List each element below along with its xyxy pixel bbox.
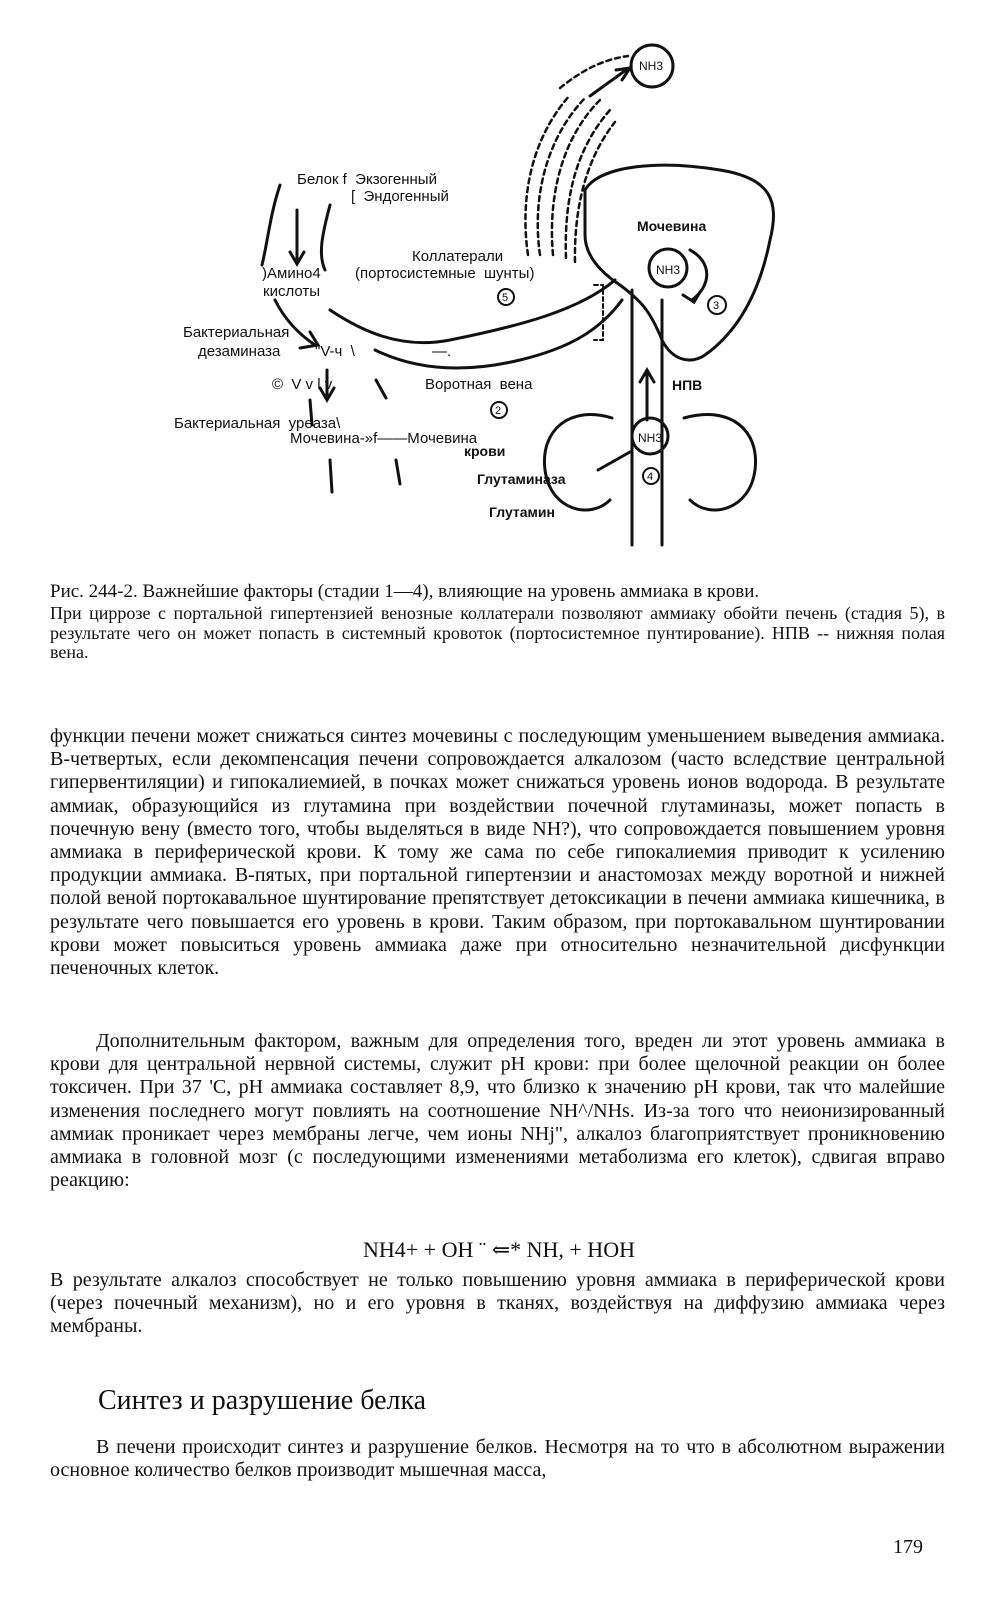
figure-caption (50, 582, 945, 663)
copy-v-label: © V v l v (272, 376, 333, 393)
mochevina-liver-label: Мочевина (637, 218, 707, 234)
left-stroke-1 (262, 185, 280, 265)
portal-vein-lower (375, 300, 622, 368)
kisloty-label: кислоты (263, 283, 321, 300)
section-heading: Синтез и разрушение белка (98, 1385, 427, 1416)
kidney-left (544, 415, 612, 510)
portosystemic-label: (портосистемные шунты) (355, 265, 535, 282)
portal-vein-label: Воротная вена (425, 376, 533, 393)
caption-text: При циррозе с портальной гипертензией венозные коллатерали позволяют аммиаку обойти печень (стадия 5), в результате чего он может попасть в системный кровоток (портосистемное пунтирование). НПВ -- нижняя полая вена. (50, 603, 945, 662)
belok-label: Белок f Экзогенный (297, 171, 437, 188)
stage2-label: 2 (495, 405, 502, 417)
stage4-label: 4 (647, 471, 654, 483)
kidney-arrow (598, 452, 630, 470)
nh3-top-label: NH3 (639, 59, 664, 73)
paragraph-2 (50, 1030, 945, 1192)
portal-vein-upper (330, 280, 615, 343)
bact-deaminase-label: Бактериальная (183, 324, 290, 341)
paragraph-3 (50, 1269, 945, 1339)
paragraph-4-text: В печени происходит синтез и разрушение белков. Несмотря на то что в абсолютном выражении основное количество белков производит мышечная масса, (50, 1436, 945, 1482)
urea-label: Мочевина-»f——Мочевина (290, 430, 478, 447)
collaterals-label: Коллатерали (412, 248, 504, 265)
reaction-formula: NH4+ + OH ¨ ⇐* NH, + HOH (363, 1237, 635, 1262)
bact-urease-label: Бактериальная уреаза\ (174, 415, 341, 432)
collateral-vessels (525, 95, 615, 262)
endogen-label: [ Эндогенный (351, 188, 449, 205)
page-number: 179 (893, 1536, 923, 1558)
nh3-liver-label: NH3 (656, 263, 681, 277)
paragraph-4 (50, 1436, 945, 1482)
dash-label: —. (432, 343, 452, 360)
nh3-kidney-label: NH3 (638, 431, 663, 445)
amino-label: )Амино4 (262, 265, 321, 282)
ammonia-diagram (0, 0, 998, 580)
krovi-label: крови (464, 443, 506, 459)
paragraph-3-text: В результате алкалоз способствует не только повышению уровня аммиака в периферической крови (через почечный механизм), но и его уровня в тканях, воздействуя на диффузию аммиака через мембраны. (50, 1269, 945, 1338)
paragraph-2-text: Дополнительным фактором, важным для определения того, вреден ли этот уровень аммиака в крови для центральной нервной системы, служит рН крови: при более щелочной реакции он более токсичен. При 37 'С, рН аммиака составляет 8,9, что близко к значению рН крови, так что малейшие изменения последнего могут повлиять на соотношение NH^/NHs. Из-за того что неионизированный аммиак проникает через мембраны легче, чем ионы NHj", алкалоз благоприятствует проникновению аммиака в головной мозг (с последующими изменениями метаболизма его клеток), сдвигая вправо реакцию: (50, 1030, 945, 1192)
figure-244-2 (0, 0, 998, 580)
glutaminase-label: Глутаминаза (477, 471, 566, 487)
paragraph-1-text: функции печени может снижаться синтез мочевины с последующим уменьшением выведения аммиака. В-четвертых, если декомпенсация печени сопровождается алкалозом (часто вследствие центральной гипервентиляции) и гипокалиемией, в почках может снижаться уровень ионов водорода. В результате аммиак, образующийся из глутамина при воздействии почечной глутаминазы, может попасть в почечную вену (вместо того, чтобы выделяться в виде NH?), что сопровождается повышением уровня аммиака в периферической крови. К тому же сама по себе гипокалиемия приводит к усилению продукции аммиака. В-пятых, при портальной гипертензии и анастомозах между воротной и нижней полой веной портокавальное шунтирование препятствует детоксикации в печени аммиака кишечника, в результате чего повышается его уровень в крови. Таким образом, при портокавальном шунтировании крови может повыситься уровень аммиака даже при относительно незначительной дисфункции печеночных клеток. (50, 725, 945, 980)
caption-title: Рис. 244-2. Важнейшие факторы (стадии 1—4), влияющие на уровень аммиака в крови. (50, 581, 760, 602)
paragraph-1 (50, 725, 945, 980)
stage5-label: 5 (502, 292, 509, 304)
v-ch-label: "V-ч \ (315, 343, 355, 360)
glutamine-label: Глутамин (489, 504, 555, 520)
npv-label: НПВ (672, 377, 703, 393)
stage3-label: 3 (713, 300, 720, 312)
kidney-right (684, 415, 756, 510)
deaminase-label: дезаминаза (198, 343, 281, 360)
arrow-to-nh3 (590, 70, 626, 96)
